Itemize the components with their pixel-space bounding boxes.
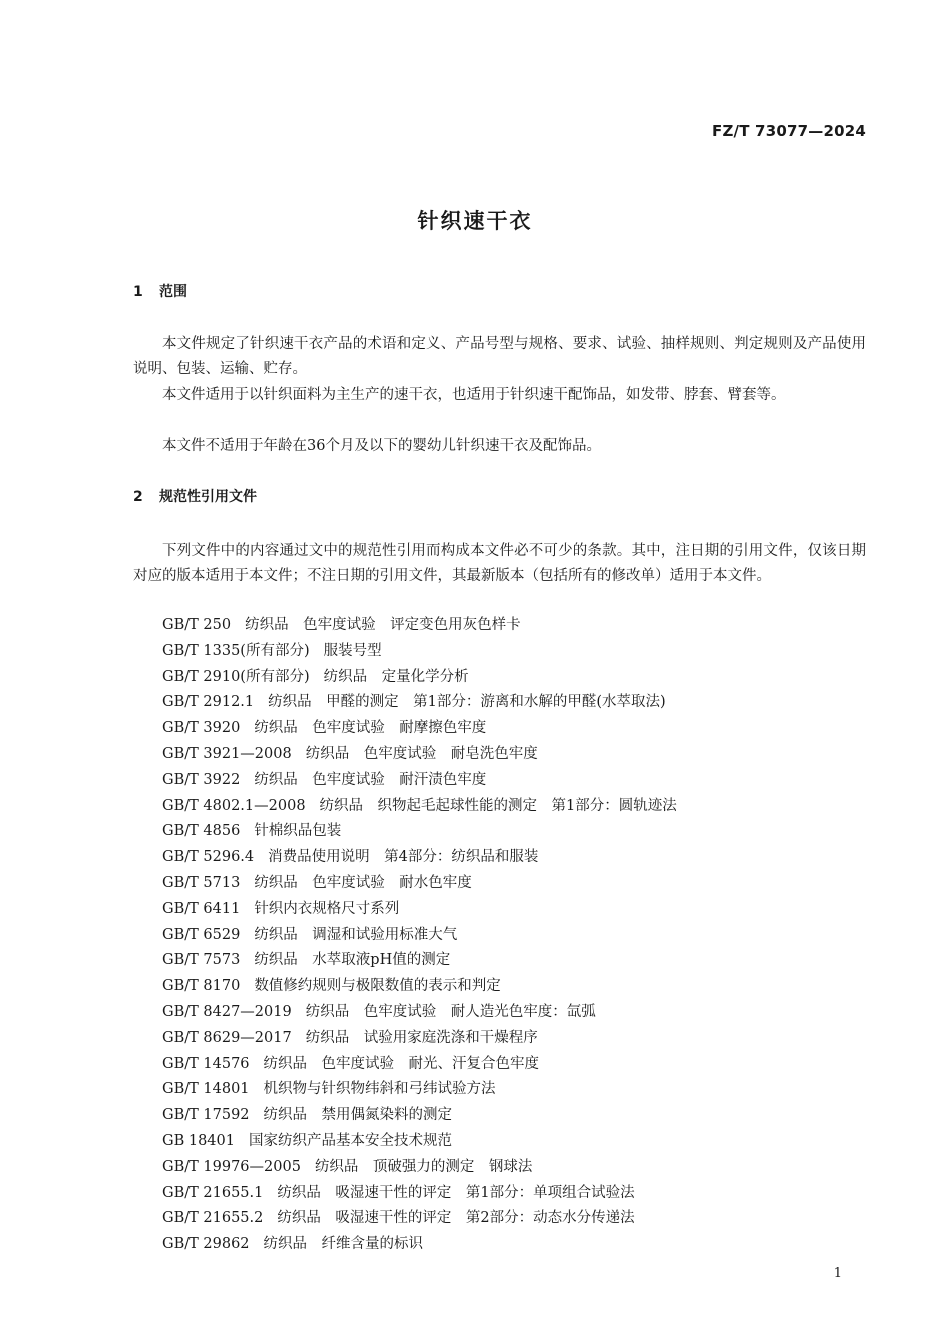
- reference-item: [162, 1077, 677, 1103]
- reference-title: 纺织品 吸湿速干性的评定 第2部分：动态水分传递法: [277, 1210, 635, 1227]
- reference-item: [162, 1026, 677, 1052]
- reference-list: [162, 613, 677, 1258]
- section-number: 2: [133, 489, 143, 505]
- reference-title: 纺织品 色牢度试验 耐人造光色牢度：氙弧: [305, 1003, 596, 1020]
- references-intro-paragraph: 下列文件中的内容通过文中的规范性引用而构成本文件必不可少的条款。其中，注日期的引用文件，仅该日期对应的版本适用于本文件；不注日期的引用文件，其最新版本（包括所有的修改单）适用于本文件。: [133, 543, 866, 584]
- reference-code: GB/T 4856: [162, 823, 241, 840]
- document-title: 针织速干衣: [417, 209, 533, 233]
- reference-title: 纺织品 试验用家庭洗涤和干燥程序: [305, 1029, 538, 1046]
- reference-item: [162, 742, 677, 768]
- reference-title: 纺织品 甲醛的测定 第1部分：游离和水解的甲醛(水萃取法): [268, 694, 666, 711]
- reference-item: [162, 948, 677, 974]
- reference-item: [162, 1129, 677, 1155]
- reference-code: GB/T 8629—2017: [162, 1029, 292, 1046]
- section-heading-normative-references: [133, 486, 257, 506]
- standard-code: FZ/T 73077—2024: [712, 122, 866, 140]
- reference-item: [162, 871, 677, 897]
- reference-item: [162, 1206, 677, 1232]
- reference-item: [162, 1052, 677, 1078]
- reference-item: [162, 1155, 677, 1181]
- reference-title: 纺织品 顶破强力的测定 钢球法: [314, 1158, 533, 1175]
- reference-title: 纺织品 色牢度试验 评定变色用灰色样卡: [245, 617, 521, 633]
- reference-item: [162, 690, 677, 716]
- reference-code: GB/T 3921—2008: [162, 745, 292, 762]
- reference-title: 针织内衣规格尺寸系列: [254, 900, 400, 917]
- reference-item: [162, 819, 677, 845]
- reference-title: 纺织品 色牢度试验 耐摩擦色牢度: [254, 720, 487, 737]
- reference-title: 机织物与针织物纬斜和弓纬试验方法: [263, 1081, 496, 1098]
- reference-title: 针棉织品包装: [254, 823, 342, 840]
- reference-code: GB/T 1335(所有部分): [162, 642, 310, 659]
- reference-code: GB/T 3920: [162, 720, 241, 737]
- reference-code: GB/T 14801: [162, 1081, 250, 1098]
- reference-title: 纺织品 纤维含量的标识: [263, 1236, 424, 1253]
- reference-code: GB/T 14576: [162, 1055, 250, 1072]
- reference-item: [162, 1103, 677, 1129]
- reference-item: [162, 1232, 677, 1258]
- reference-item: [162, 794, 677, 820]
- reference-code: GB/T 21655.2: [162, 1210, 264, 1227]
- reference-code: GB/T 2910(所有部分): [162, 668, 310, 685]
- reference-code: GB/T 8170: [162, 978, 241, 995]
- reference-code: GB/T 29862: [162, 1236, 250, 1253]
- reference-title: 纺织品 禁用偶氮染料的测定: [263, 1107, 453, 1124]
- reference-item: [162, 768, 677, 794]
- section-heading-scope: [133, 281, 187, 301]
- reference-code: GB 18401: [162, 1132, 235, 1149]
- reference-code: GB/T 19976—2005: [162, 1158, 301, 1175]
- reference-item: [162, 613, 677, 639]
- reference-item: [162, 716, 677, 742]
- reference-item: [162, 665, 677, 691]
- reference-code: GB/T 6411: [162, 900, 241, 917]
- reference-title: 纺织品 定量化学分析: [323, 668, 469, 685]
- page-number: 1: [833, 1266, 842, 1281]
- reference-item: [162, 923, 677, 949]
- reference-code: GB/T 5296.4: [162, 849, 255, 866]
- reference-code: GB/T 2912.1: [162, 694, 255, 711]
- section-title: 规范性引用文件: [159, 489, 257, 505]
- reference-title: 纺织品 水萃取液pH值的测定: [254, 952, 451, 969]
- reference-item: [162, 639, 677, 665]
- scope-paragraph-2: 本文件适用于以针织面料为主生产的速干衣，也适用于针织速干配饰品，如发带、脖套、臂套等。: [162, 387, 786, 403]
- reference-title: 国家纺织产品基本安全技术规范: [248, 1132, 452, 1149]
- reference-item: [162, 974, 677, 1000]
- reference-title: 纺织品 色牢度试验 耐汗渍色牢度: [254, 771, 487, 788]
- scope-paragraph-1: 本文件规定了针织速干衣产品的术语和定义、产品号型与规格、要求、试验、抽样规则、判定规则及产品使用说明、包装、运输、贮存。: [133, 336, 866, 377]
- reference-item: [162, 1000, 677, 1026]
- reference-code: GB/T 250: [162, 617, 232, 633]
- reference-code: GB/T 4802.1—2008: [162, 797, 306, 814]
- reference-code: GB/T 21655.1: [162, 1184, 264, 1201]
- section-number: 1: [133, 284, 143, 300]
- scope-paragraph-3: 本文件不适用于年龄在36个月及以下的婴幼儿针织速干衣及配饰品。: [162, 438, 601, 454]
- reference-code: GB/T 6529: [162, 926, 241, 943]
- reference-title: 消费品使用说明 第4部分：纺织品和服装: [268, 849, 539, 866]
- reference-item: [162, 897, 677, 923]
- reference-code: GB/T 17592: [162, 1107, 250, 1124]
- reference-title: 纺织品 吸湿速干性的评定 第1部分：单项组合试验法: [277, 1184, 635, 1201]
- reference-title: 纺织品 色牢度试验 耐水色牢度: [254, 874, 472, 891]
- reference-code: GB/T 3922: [162, 771, 241, 788]
- reference-title: 纺织品 色牢度试验 耐皂洗色牢度: [305, 745, 538, 762]
- reference-code: GB/T 5713: [162, 874, 241, 891]
- reference-item: [162, 845, 677, 871]
- reference-item: [162, 1181, 677, 1207]
- reference-title: 服装号型: [323, 642, 382, 659]
- reference-title: 纺织品 色牢度试验 耐光、汗复合色牢度: [263, 1055, 540, 1072]
- section-title: 范围: [159, 284, 187, 300]
- reference-title: 数值修约规则与极限数值的表示和判定: [254, 978, 501, 995]
- reference-title: 纺织品 调湿和试验用标准大气: [254, 926, 458, 943]
- reference-code: GB/T 7573: [162, 952, 241, 969]
- reference-code: GB/T 8427—2019: [162, 1003, 292, 1020]
- reference-title: 纺织品 织物起毛起球性能的测定 第1部分：圆轨迹法: [319, 797, 677, 814]
